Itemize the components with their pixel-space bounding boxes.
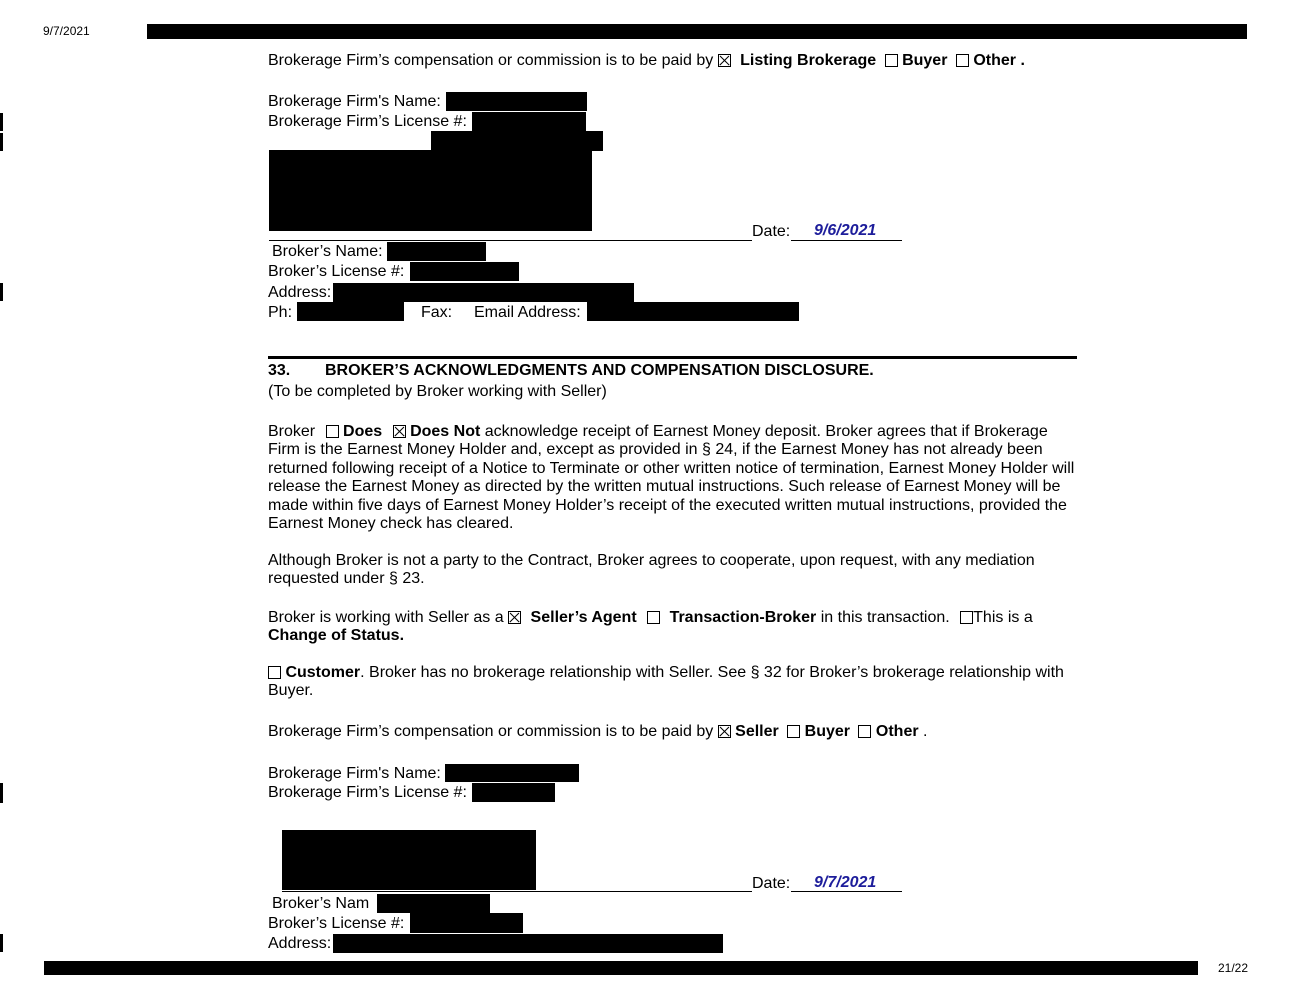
email-label: Email Address: (474, 304, 581, 321)
firm-license-redaction-33 (472, 783, 555, 802)
option-seller-label: Seller (735, 723, 779, 740)
date-value: 9/6/2021 (814, 222, 877, 239)
checkbox-buyer-33[interactable] (787, 725, 800, 738)
signature-redaction (431, 131, 603, 151)
checkbox-other[interactable] (956, 54, 969, 67)
broker-name-label: Broker’s Name: (272, 243, 383, 260)
compensation-line-32: Brokerage Firm’s compensation or commission is to be paid by Listing Brokerage Buyer Other . (268, 52, 1025, 69)
option-listing-brokerage-label: Listing Brokerage (740, 52, 877, 69)
signature-line-33 (282, 891, 752, 892)
section-divider (268, 356, 1077, 359)
firm-name-redaction (446, 92, 587, 111)
print-date: 9/7/2021 (43, 24, 90, 38)
checkbox-change-of-status[interactable] (960, 611, 973, 624)
working-relationship-paragraph: Broker is working with Seller as a Seller’s Agent Transaction-Broker in this transaction. This is a Change of Status. (268, 609, 1033, 645)
broker-license-label-33: Broker’s License #: (268, 915, 405, 932)
header-redaction-bar (147, 24, 1247, 39)
customer-label: Customer (285, 664, 361, 681)
fax-label: Fax: (421, 304, 453, 321)
change-of-status-label: Change of Status. (268, 627, 405, 645)
section-title: BROKER’S ACKNOWLEDGMENTS AND COMPENSATION DISCLOSURE. (325, 362, 874, 379)
option-buyer-label: Buyer (902, 52, 948, 69)
transaction-broker-label: Transaction-Broker (669, 609, 817, 626)
signature-redaction-33 (282, 830, 536, 890)
date-label-33: Date: (752, 875, 791, 892)
address-redaction-33 (333, 934, 723, 953)
broker-name-redaction-33 (377, 894, 490, 913)
earnest-money-text: acknowledge receipt of Earnest Money deposit. Broker agrees that if Brokerage Firm is the Earnest Money Holder and, except as provided in § 24, if the Earnest Money has not already been returned following receipt of a Notice to Terminate or other written notice of termination, Earnest Money Holder will release the Earnest Money as directed by the written mutual instructions. Such release of Earnest Money will be made within five days of Earnest Money Holder’s receipt of the executed written mutual instructions, provided the Earnest Money check has cleared. (268, 423, 1075, 533)
sellers-agent-label: Seller’s Agent (530, 609, 637, 626)
earnest-money-paragraph: Broker Does Does Not acknowledge receipt of Earnest Money deposit. Broker agrees that if Brokerage Firm is the Earnest Money Holder and, except as provided in § 24, if the Earnest Money has not already been returned following receipt of a Notice to Terminate or other written notice of termination, Earnest Money Holder will release the Earnest Money as directed by the written mutual instructions. Such release of Earnest Money will be made within five days of Earnest Money Holder’s receipt of the executed written mutual instructions, provided the Earnest Money check has cleared. (268, 423, 1075, 533)
date-line (791, 240, 902, 241)
checkbox-other-33[interactable] (858, 725, 871, 738)
checkbox-does-not[interactable] (393, 425, 406, 438)
checkbox-listing-brokerage[interactable] (718, 54, 731, 67)
option-other-33-label: Other (875, 723, 919, 740)
address-redaction (333, 283, 634, 302)
margin-change-bar (0, 283, 3, 301)
margin-change-bar (0, 133, 3, 151)
firm-license-label: Brokerage Firm’s License #: (268, 113, 467, 130)
firm-name-redaction-33 (445, 764, 579, 782)
mediation-paragraph: Although Broker is not a party to the Contract, Broker agrees to cooperate, upon request, with any mediation requested under § 23. (268, 552, 1035, 588)
date-value-33: 9/7/2021 (814, 874, 877, 891)
checkbox-seller[interactable] (718, 725, 731, 738)
checkbox-transaction-broker[interactable] (647, 611, 660, 624)
checkbox-does[interactable] (326, 425, 339, 438)
address-label-33: Address: (268, 935, 332, 952)
address-label: Address: (268, 284, 332, 301)
does-not-label: Does Not (410, 423, 481, 440)
firm-license-label-33: Brokerage Firm’s License #: (268, 784, 467, 801)
firm-name-label: Brokerage Firm's Name: (268, 93, 441, 110)
margin-change-bar (0, 113, 3, 131)
signature-line (269, 240, 752, 241)
section-number: 33. (268, 362, 291, 379)
checkbox-buyer[interactable] (885, 54, 898, 67)
broker-name-label-33: Broker’s Nam (272, 895, 370, 912)
firm-license-redaction (472, 112, 586, 131)
date-label: Date: (752, 223, 791, 240)
phone-redaction (297, 302, 404, 321)
firm-name-label-33: Brokerage Firm's Name: (268, 765, 441, 782)
broker-license-redaction-33 (410, 913, 523, 933)
section-subtitle: (To be completed by Broker working with Seller) (268, 383, 607, 400)
footer-redaction-bar (44, 961, 1198, 975)
checkbox-sellers-agent[interactable] (508, 611, 521, 624)
margin-change-bar (0, 783, 3, 803)
broker-license-redaction (410, 262, 519, 281)
compensation-line-33: Brokerage Firm’s compensation or commission is to be paid by Seller Buyer Other . (268, 723, 928, 740)
checkbox-customer[interactable] (268, 666, 281, 679)
page-number: 21/22 (1218, 961, 1249, 975)
option-buyer-33-label: Buyer (804, 723, 850, 740)
margin-change-bar (0, 934, 3, 952)
customer-paragraph: Customer. Broker has no brokerage relationship with Seller. See § 32 for Broker’s brokerage relationship with Buyer. (268, 664, 1064, 700)
broker-license-label: Broker’s License #: (268, 263, 405, 280)
option-other-label: Other . (973, 52, 1025, 69)
signature-redaction (269, 150, 592, 231)
phone-label: Ph: (268, 304, 293, 321)
does-label: Does (343, 423, 383, 440)
email-redaction (587, 302, 799, 321)
broker-name-redaction (387, 242, 486, 261)
date-line-33 (791, 891, 902, 892)
